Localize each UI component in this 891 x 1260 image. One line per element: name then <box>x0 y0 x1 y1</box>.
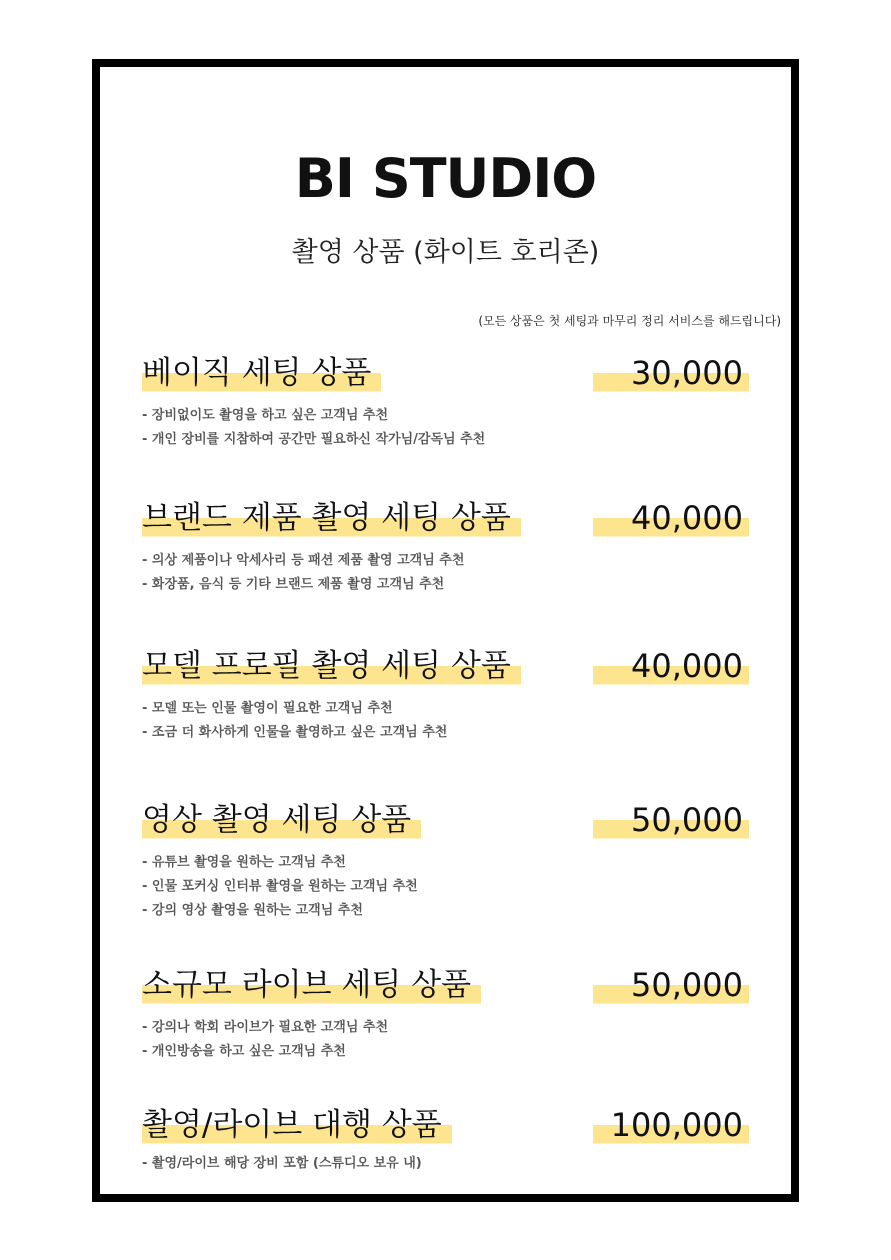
product-title: 브랜드 제품 촬영 세팅 상품 <box>142 495 521 541</box>
service-note: (모든 상품은 첫 세팅과 마무리 정리 서비스를 해드립니다) <box>478 314 781 328</box>
product-item-model-profile <box>142 643 749 745</box>
product-title: 소규모 라이브 세팅 상품 <box>142 962 481 1008</box>
product-desc-line: - 유튜브 촬영을 원하는 고객님 추천 <box>142 855 346 870</box>
product-desc-line: - 촬영/라이브 해당 장비 포함 (스튜디오 보유 내) <box>142 1156 422 1171</box>
product-price: 50,000 <box>593 797 749 843</box>
product-desc-line: - 장비없이도 촬영을 하고 싶은 고객님 추천 <box>142 408 389 423</box>
product-desc-line: - 개인 장비를 지참하여 공간만 필요하신 작가님/감독님 추천 <box>142 432 486 447</box>
product-item-brand <box>142 495 749 597</box>
page-subtitle: 촬영 상품 (화이트 호리존) <box>291 237 600 268</box>
price-menu-card <box>92 59 799 1202</box>
product-title: 모델 프로필 촬영 세팅 상품 <box>142 643 521 689</box>
brand-title: BI STUDIO <box>294 147 597 210</box>
product-desc-line: - 조금 더 화사하게 인물을 촬영하고 싶은 고객님 추천 <box>142 725 448 740</box>
product-price: 50,000 <box>593 962 749 1008</box>
product-price: 30,000 <box>593 350 749 396</box>
product-item-basic <box>142 350 749 452</box>
product-item-agency <box>142 1102 749 1176</box>
product-item-live <box>142 962 749 1064</box>
product-price: 100,000 <box>593 1102 749 1148</box>
product-desc-line: - 인물 포커싱 인터뷰 촬영을 원하는 고객님 추천 <box>142 879 418 894</box>
product-desc-line: - 의상 제품이나 악세사리 등 패션 제품 촬영 고객님 추천 <box>142 553 465 568</box>
product-desc-line: - 강의 영상 촬영을 원하는 고객님 추천 <box>142 903 363 918</box>
product-title: 베이직 세팅 상품 <box>142 350 381 396</box>
product-item-video <box>142 797 749 923</box>
product-desc-line: - 모델 또는 인물 촬영이 필요한 고객님 추천 <box>142 701 393 716</box>
product-price: 40,000 <box>593 495 749 541</box>
product-desc-line: - 강의나 학회 라이브가 필요한 고객님 추천 <box>142 1020 389 1035</box>
product-price: 40,000 <box>593 643 749 689</box>
product-desc-line: - 개인방송을 하고 싶은 고객님 추천 <box>142 1044 346 1059</box>
product-title: 촬영/라이브 대행 상품 <box>142 1102 452 1148</box>
product-desc-line: - 화장품, 음식 등 기타 브랜드 제품 촬영 고객님 추천 <box>142 577 445 592</box>
product-title: 영상 촬영 세팅 상품 <box>142 797 421 843</box>
